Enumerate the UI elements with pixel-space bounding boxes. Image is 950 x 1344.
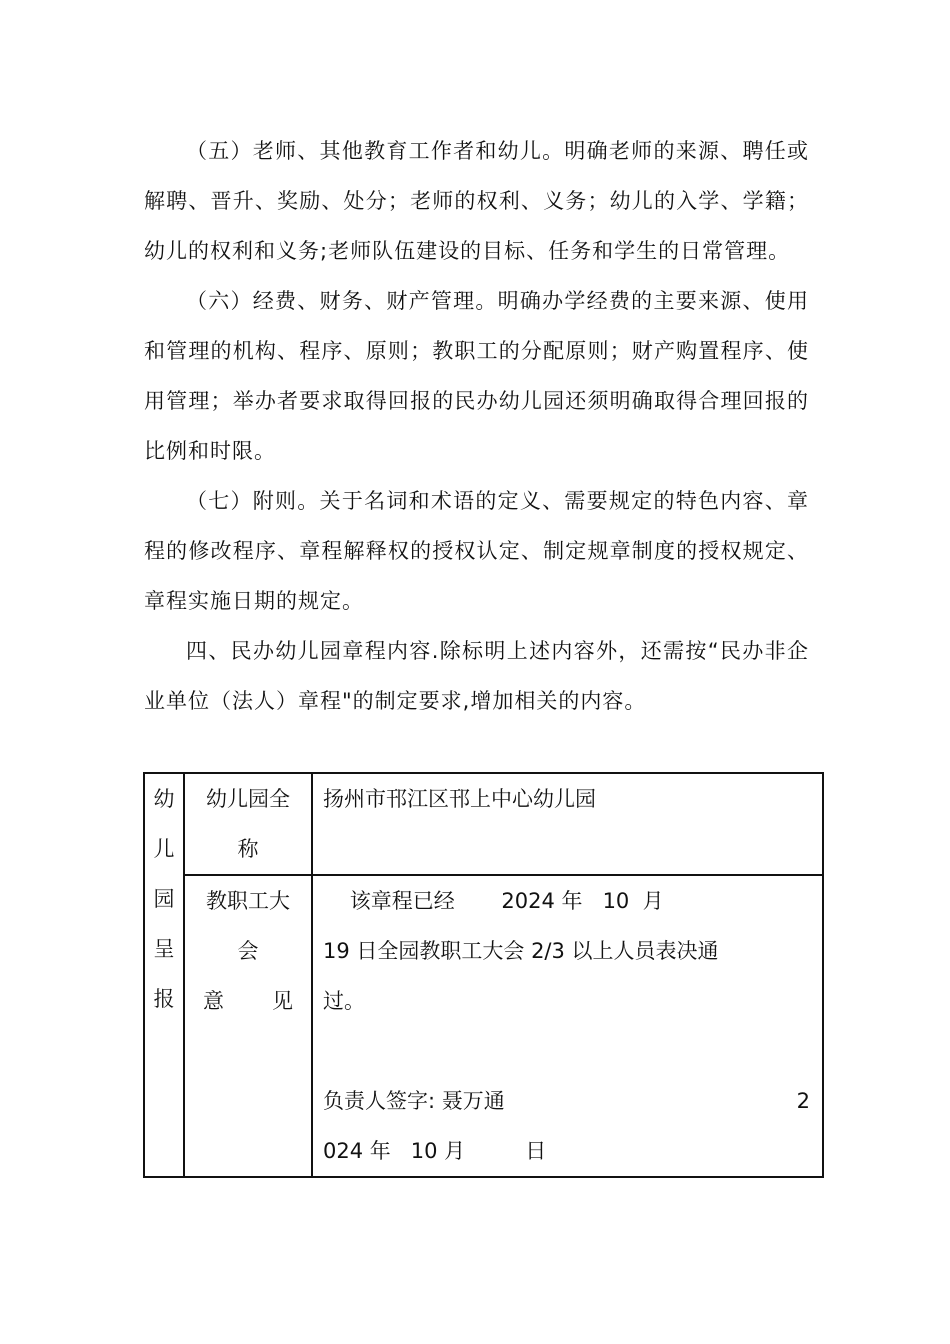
paragraph-teachers: （五）老师、其他教育工作者和幼儿。明确老师的来源、聘任或解聘、晋升、奖励、处分；老师的权利、义务；幼儿的入学、学籍；幼儿的权利和义务;老师队伍建设的目标、任务和学生的日常管理。	[144, 139, 809, 263]
body-text	[144, 126, 809, 726]
kindergarten-name-value-cell	[312, 773, 823, 875]
paragraph-supplementary: （七）附则。关于名词和术语的定义、需要规定的特色内容、章程的修改程序、章程解释权的授权认定、制定规章制度的授权规定、章程实施日期的规定。	[144, 489, 809, 613]
vertical-label-cell	[144, 773, 184, 1177]
signature-year-start: 2	[796, 1089, 810, 1113]
kindergarten-name-label: 幼儿园全称	[206, 787, 290, 861]
opinion-text	[313, 876, 822, 1176]
staff-meeting-opinion-cell	[312, 875, 823, 1177]
staff-meeting-label-cell	[184, 875, 312, 1177]
submission-table	[143, 772, 824, 1178]
opinion-line: 该章程已经 2024 年 10 月	[323, 889, 664, 913]
paragraph-finance: （六）经费、财务、财产管理。明确办学经费的主要来源、使用和管理的机构、程序、原则；教职工的分配原则；财产购置程序、使用管理；举办者要求取得回报的民办幼儿园还须明确取得合理回报的比例和时限。	[144, 289, 809, 463]
signature-date: 024 年 10 月 日	[323, 1139, 547, 1163]
opinion-line: 19 日全园教职工大会 2/3 以上人员表决通	[323, 939, 719, 963]
table-row	[144, 875, 823, 1177]
spacer	[323, 1026, 810, 1076]
opinion-label: 意 见	[203, 989, 293, 1013]
table-row	[144, 773, 823, 875]
staff-meeting-label: 教职工大会	[206, 889, 290, 963]
signer-label: 负责人签字: 聂万通	[323, 1089, 505, 1113]
kindergarten-name-value: 扬州市邗江区邗上中心幼儿园	[323, 787, 596, 811]
signature-line	[323, 1076, 810, 1126]
opinion-line: 过。	[323, 989, 365, 1013]
vertical-label: 幼 儿 园 呈 报	[153, 787, 175, 1011]
paragraph-section-four: 四、民办幼儿园章程内容.除标明上述内容外，还需按“民办非企业单位（法人）章程"的制定要求,增加相关的内容。	[144, 639, 809, 713]
kindergarten-name-label-cell	[184, 773, 312, 875]
